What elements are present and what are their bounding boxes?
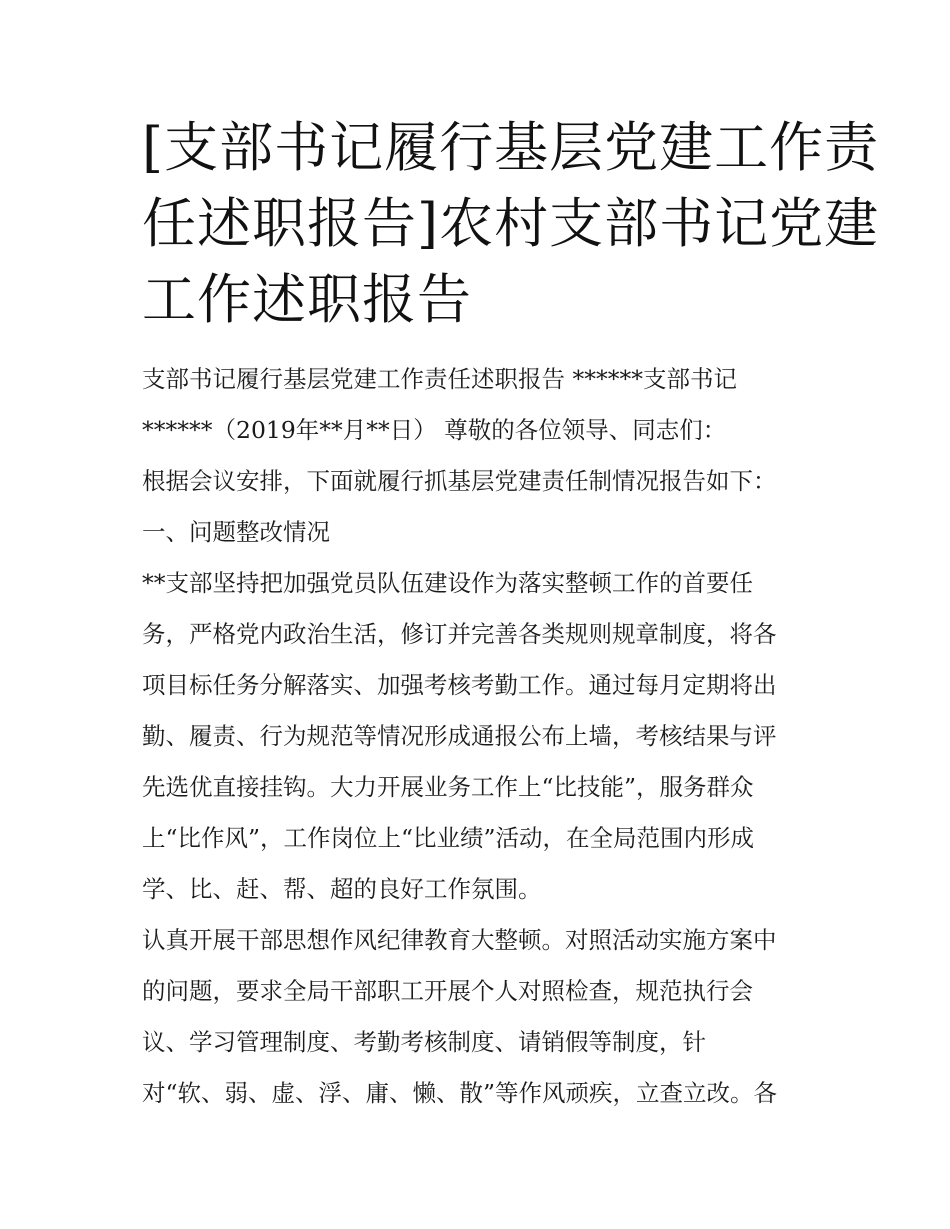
body-line: **支部坚持把加强党员队伍建设作为落实整顿工作的首要任 — [142, 569, 753, 597]
body-line: 根据会议安排，下面就履行抓基层党建责任制情况报告如下： — [142, 467, 777, 495]
body-line: 支部书记履行基层党建工作责任述职报告 ******支部书记 — [142, 365, 737, 393]
body-line: 议、学习管理制度、考勤考核制度、请销假等制度，针 — [142, 1028, 706, 1056]
body-line: 学、比、赶、帮、超的良好工作氛围。 — [142, 875, 542, 903]
body-line: 勤、履责、行为规范等情况形成通报公布上墙，考核结果与评 — [142, 722, 777, 750]
document-title — [142, 110, 880, 338]
title-line: 任述职报告]农村支部书记党建 — [142, 192, 880, 255]
body-line: 务，严格党内政治生活，修订并完善各类规则规章制度，将各 — [142, 620, 777, 648]
body-line: 项目标任务分解落实、加强考核考勤工作。通过每月定期将出 — [142, 671, 777, 699]
body-line: ******（2019年**月**日） 尊敬的各位领导、同志们： — [142, 416, 727, 444]
document-body — [142, 354, 814, 1119]
title-line: [支部书记履行基层党建工作责 — [142, 116, 880, 179]
body-line: 对“软、弱、虚、浮、庸、懒、散”等作风顽疾，立查立改。各 — [142, 1079, 778, 1107]
body-line: 的问题，要求全局干部职工开展个人对照检查，规范执行会 — [142, 977, 753, 1005]
document-content — [142, 110, 880, 1119]
title-line: 工作述职报告 — [142, 268, 472, 331]
section-heading: 一、问题整改情况 — [142, 518, 330, 546]
body-line: 上“比作风”，工作岗位上“比业绩”活动，在全局范围内形成 — [142, 824, 755, 852]
body-line: 先选优直接挂钩。大力开展业务工作上“比技能”，服务群众 — [142, 773, 754, 801]
body-line: 认真开展干部思想作风纪律教育大整顿。对照活动实施方案中 — [142, 926, 777, 954]
